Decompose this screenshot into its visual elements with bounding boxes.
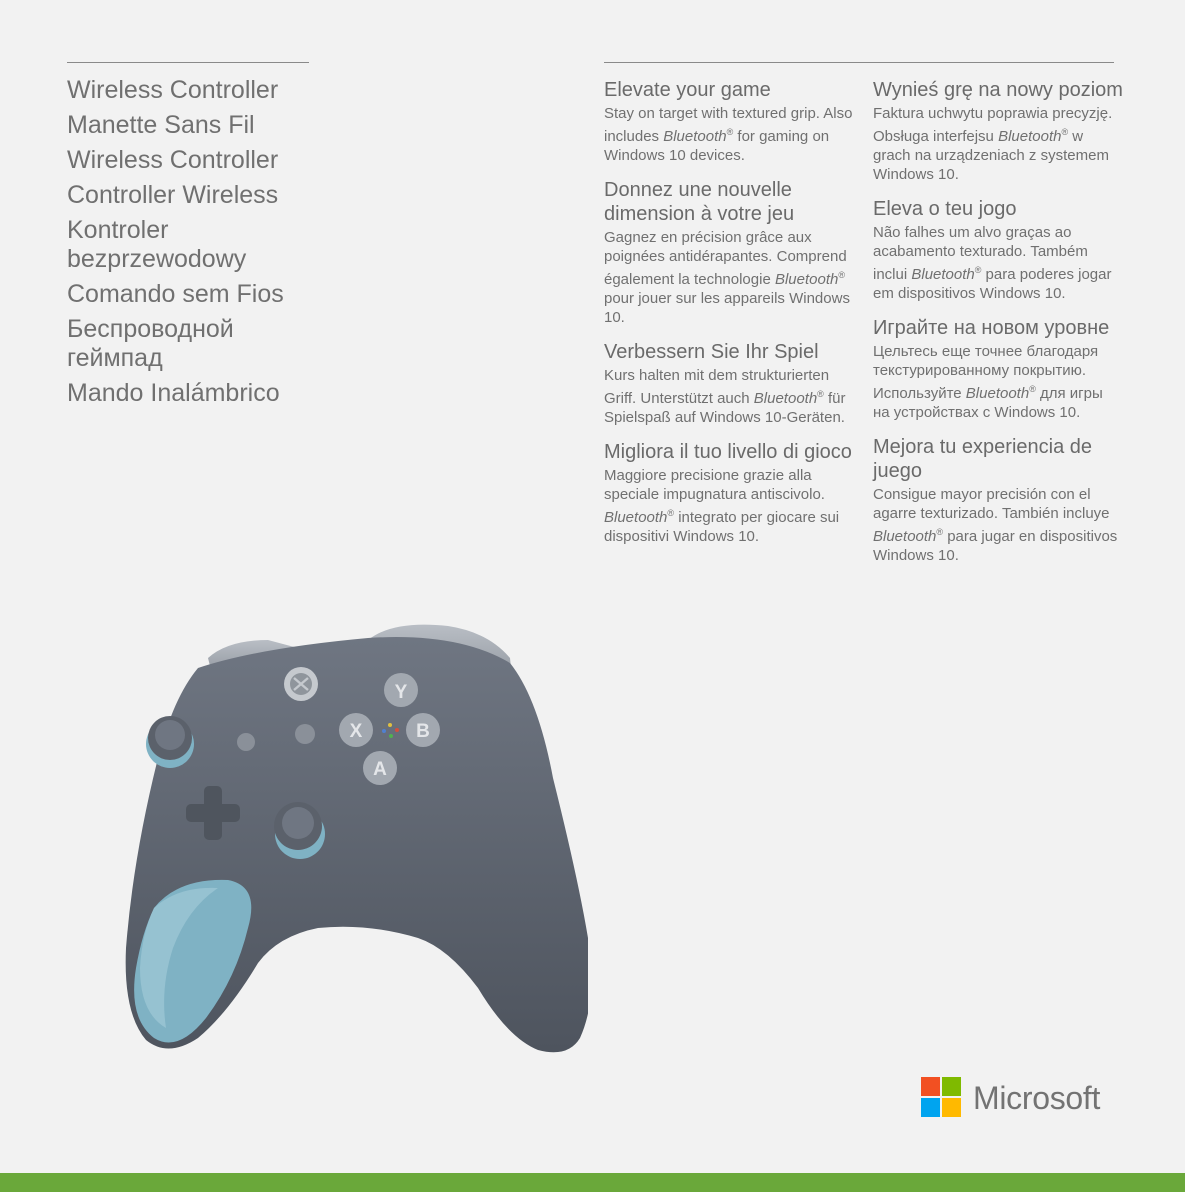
feature-heading: Elevate your game	[604, 79, 771, 101]
logo-tile-green	[942, 1077, 961, 1096]
logo-tile-blue	[921, 1098, 940, 1117]
product-name-list	[67, 76, 367, 414]
feature-description: Kurs halten mit dem strukturierten Griff. Unterstützt auch Bluetooth® für Spielspaß auf Windows 10-Geräten.	[604, 367, 846, 426]
bottom-green-bar	[0, 1173, 1185, 1192]
feature-description: Faktura uchwytu poprawia precyzję. Obsługa interfejsu Bluetooth® w grach na urządzeniach z systemem Windows 10.	[873, 105, 1113, 183]
button-x: X	[349, 721, 363, 742]
product-name: Wireless Controller	[67, 146, 279, 174]
feature-block	[873, 78, 1123, 184]
feature-block	[604, 178, 854, 327]
product-name: Беспроводной геймпад	[67, 315, 234, 372]
logo-tile-red	[921, 1077, 940, 1096]
right-divider	[604, 62, 1114, 63]
feature-block	[873, 197, 1123, 303]
product-name: Controller Wireless	[67, 181, 279, 209]
button-b: B	[416, 721, 430, 742]
brand-name: Microsoft	[973, 1080, 1101, 1116]
logo-tile-yellow	[942, 1098, 961, 1117]
feature-block	[873, 316, 1123, 422]
feature-description: Não falhes um alvo graças ao acabamento texturado. Também inclui Bluetooth® para poderes jogar em dispositivos Windows 10.	[873, 224, 1112, 302]
feature-description: Цельтесь еще точнее благодаря текстурированному покрытию. Используйте Bluetooth® для игры на устройствах с Windows 10.	[873, 343, 1103, 421]
feature-heading: Donnez une nouvelle dimension à votre jeu	[604, 179, 795, 225]
microsoft-logo	[921, 1077, 1121, 1119]
button-y: Y	[394, 682, 408, 703]
feature-block	[873, 435, 1123, 565]
feature-description: Gagnez en précision grâce aux poignées antidérapantes. Comprend également la technologie Bluetooth® pour jouer sur les appareils Windows 10.	[604, 229, 850, 326]
feature-heading: Mejora tu experiencia de juego	[873, 436, 1093, 482]
feature-heading: Eleva o teu jogo	[873, 198, 1017, 220]
feature-description: Maggiore precisione grazie alla speciale impugnatura antiscivolo. Bluetooth® integrato per giocare sui dispositivi Windows 10.	[604, 467, 840, 545]
feature-description: Consigue mayor precisión con el agarre texturizado. También incluye Bluetooth® para jugar en dispositivos Windows 10.	[873, 486, 1118, 564]
feature-heading: Verbessern Sie Ihr Spiel	[604, 341, 819, 363]
feature-column-left	[604, 78, 854, 559]
feature-column-right	[873, 78, 1123, 578]
feature-heading: Играйте на новом уровне	[873, 317, 1110, 339]
view-button	[237, 733, 255, 751]
feature-block	[604, 340, 854, 427]
button-a: A	[373, 759, 387, 780]
feature-heading: Wynieś grę na nowy poziom	[873, 79, 1123, 101]
menu-button	[295, 724, 315, 744]
product-name: Manette Sans Fil	[67, 111, 255, 139]
feature-heading: Migliora il tuo livello di gioco	[604, 441, 852, 463]
feature-block	[604, 440, 854, 546]
product-name: Wireless Controller	[67, 76, 279, 104]
feature-description: Stay on target with textured grip. Also includes Bluetooth® for gaming on Windows 10 devices.	[604, 105, 853, 164]
controller-image	[118, 618, 588, 1058]
product-name: Mando Inalámbrico	[67, 379, 280, 407]
product-name: Kontroler bezprzewodowy	[67, 216, 247, 273]
feature-block	[604, 78, 854, 165]
left-divider	[67, 62, 309, 63]
product-name: Comando sem Fios	[67, 280, 284, 308]
